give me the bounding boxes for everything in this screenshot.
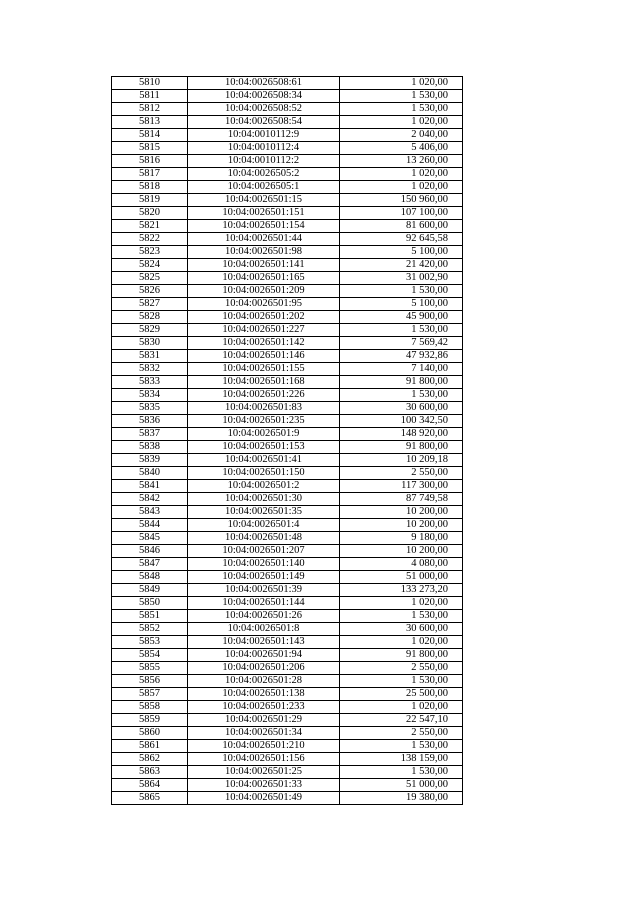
- cadastral-number-cell: 10:04:0026501:138: [188, 688, 340, 701]
- value-cell: 1 020,00: [340, 181, 463, 194]
- cadastral-number-cell: 10:04:0026501:206: [188, 662, 340, 675]
- table-row: [112, 324, 463, 337]
- row-number-cell: 5863: [112, 766, 188, 779]
- cadastral-number-cell: 10:04:0026501:154: [188, 220, 340, 233]
- cadastral-number-cell: 10:04:0026501:29: [188, 714, 340, 727]
- table-row: [112, 194, 463, 207]
- value-cell: 5 406,00: [340, 142, 463, 155]
- cadastral-number-cell: 10:04:0026501:165: [188, 272, 340, 285]
- table-row: [112, 103, 463, 116]
- cadastral-number-cell: 10:04:0026501:155: [188, 363, 340, 376]
- table-row: [112, 90, 463, 103]
- row-number-cell: 5828: [112, 311, 188, 324]
- row-number-cell: 5847: [112, 558, 188, 571]
- value-cell: 2 550,00: [340, 467, 463, 480]
- row-number-cell: 5812: [112, 103, 188, 116]
- table-row: [112, 363, 463, 376]
- table-row: [112, 272, 463, 285]
- row-number-cell: 5862: [112, 753, 188, 766]
- table-body: [112, 77, 463, 805]
- table-row: [112, 233, 463, 246]
- value-cell: 9 180,00: [340, 532, 463, 545]
- value-cell: 7 140,00: [340, 363, 463, 376]
- cadastral-number-cell: 10:04:0026501:146: [188, 350, 340, 363]
- row-number-cell: 5843: [112, 506, 188, 519]
- cadastral-value-table: [111, 76, 463, 805]
- table-row: [112, 519, 463, 532]
- cadastral-number-cell: 10:04:0026501:150: [188, 467, 340, 480]
- row-number-cell: 5826: [112, 285, 188, 298]
- table-row: [112, 415, 463, 428]
- row-number-cell: 5811: [112, 90, 188, 103]
- value-cell: 10 200,00: [340, 519, 463, 532]
- table-row: [112, 155, 463, 168]
- table-row: [112, 311, 463, 324]
- value-cell: 81 600,00: [340, 220, 463, 233]
- cadastral-number-cell: 10:04:0026501:28: [188, 675, 340, 688]
- row-number-cell: 5856: [112, 675, 188, 688]
- cadastral-number-cell: 10:04:0026501:94: [188, 649, 340, 662]
- cadastral-number-cell: 10:04:0026505:2: [188, 168, 340, 181]
- value-cell: 1 020,00: [340, 77, 463, 90]
- table-row: [112, 454, 463, 467]
- table-row: [112, 428, 463, 441]
- table-row: [112, 259, 463, 272]
- table-row: [112, 168, 463, 181]
- row-number-cell: 5836: [112, 415, 188, 428]
- table-row: [112, 545, 463, 558]
- cadastral-number-cell: 10:04:0026501:35: [188, 506, 340, 519]
- row-number-cell: 5857: [112, 688, 188, 701]
- table-row: [112, 493, 463, 506]
- row-number-cell: 5815: [112, 142, 188, 155]
- value-cell: 21 420,00: [340, 259, 463, 272]
- value-cell: 13 260,00: [340, 155, 463, 168]
- row-number-cell: 5849: [112, 584, 188, 597]
- row-number-cell: 5827: [112, 298, 188, 311]
- row-number-cell: 5820: [112, 207, 188, 220]
- value-cell: 47 932,86: [340, 350, 463, 363]
- cadastral-number-cell: 10:04:0026501:141: [188, 259, 340, 272]
- row-number-cell: 5825: [112, 272, 188, 285]
- value-cell: 10 200,00: [340, 545, 463, 558]
- cadastral-number-cell: 10:04:0026501:39: [188, 584, 340, 597]
- value-cell: 31 002,90: [340, 272, 463, 285]
- value-cell: 91 800,00: [340, 376, 463, 389]
- cadastral-number-cell: 10:04:0026501:44: [188, 233, 340, 246]
- cadastral-number-cell: 10:04:0026501:33: [188, 779, 340, 792]
- row-number-cell: 5844: [112, 519, 188, 532]
- cadastral-number-cell: 10:04:0026501:235: [188, 415, 340, 428]
- value-cell: 138 159,00: [340, 753, 463, 766]
- table-row: [112, 610, 463, 623]
- value-cell: 1 530,00: [340, 324, 463, 337]
- value-cell: 1 530,00: [340, 90, 463, 103]
- table-row: [112, 142, 463, 155]
- value-cell: 7 569,42: [340, 337, 463, 350]
- table-row: [112, 649, 463, 662]
- table-row: [112, 753, 463, 766]
- row-number-cell: 5821: [112, 220, 188, 233]
- row-number-cell: 5842: [112, 493, 188, 506]
- cadastral-number-cell: 10:04:0026501:151: [188, 207, 340, 220]
- table-row: [112, 714, 463, 727]
- row-number-cell: 5814: [112, 129, 188, 142]
- row-number-cell: 5852: [112, 623, 188, 636]
- row-number-cell: 5839: [112, 454, 188, 467]
- row-number-cell: 5816: [112, 155, 188, 168]
- cadastral-number-cell: 10:04:0026501:209: [188, 285, 340, 298]
- table-row: [112, 337, 463, 350]
- row-number-cell: 5819: [112, 194, 188, 207]
- table-row: [112, 766, 463, 779]
- row-number-cell: 5845: [112, 532, 188, 545]
- cadastral-number-cell: 10:04:0026501:48: [188, 532, 340, 545]
- table-row: [112, 597, 463, 610]
- cadastral-number-cell: 10:04:0026501:95: [188, 298, 340, 311]
- row-number-cell: 5818: [112, 181, 188, 194]
- cadastral-number-cell: 10:04:0026501:207: [188, 545, 340, 558]
- cadastral-number-cell: 10:04:0026501:2: [188, 480, 340, 493]
- value-cell: 10 200,00: [340, 506, 463, 519]
- cadastral-number-cell: 10:04:0026501:168: [188, 376, 340, 389]
- value-cell: 1 020,00: [340, 701, 463, 714]
- cadastral-number-cell: 10:04:0026501:153: [188, 441, 340, 454]
- value-cell: 45 900,00: [340, 311, 463, 324]
- value-cell: 30 600,00: [340, 623, 463, 636]
- row-number-cell: 5848: [112, 571, 188, 584]
- cadastral-number-cell: 10:04:0026501:142: [188, 337, 340, 350]
- row-number-cell: 5831: [112, 350, 188, 363]
- row-number-cell: 5853: [112, 636, 188, 649]
- table-row: [112, 740, 463, 753]
- cadastral-number-cell: 10:04:0026505:1: [188, 181, 340, 194]
- cadastral-number-cell: 10:04:0026501:15: [188, 194, 340, 207]
- row-number-cell: 5860: [112, 727, 188, 740]
- table-row: [112, 77, 463, 90]
- cadastral-number-cell: 10:04:0026508:54: [188, 116, 340, 129]
- value-cell: 1 020,00: [340, 636, 463, 649]
- table-row: [112, 285, 463, 298]
- cadastral-number-cell: 10:04:0026501:83: [188, 402, 340, 415]
- cadastral-number-cell: 10:04:0010112:4: [188, 142, 340, 155]
- table-row: [112, 701, 463, 714]
- value-cell: 51 000,00: [340, 779, 463, 792]
- value-cell: 1 530,00: [340, 610, 463, 623]
- table-row: [112, 688, 463, 701]
- table-row: [112, 402, 463, 415]
- table-row: [112, 675, 463, 688]
- row-number-cell: 5854: [112, 649, 188, 662]
- table-row: [112, 220, 463, 233]
- value-cell: 150 960,00: [340, 194, 463, 207]
- row-number-cell: 5823: [112, 246, 188, 259]
- cadastral-number-cell: 10:04:0026501:26: [188, 610, 340, 623]
- row-number-cell: 5840: [112, 467, 188, 480]
- table-row: [112, 467, 463, 480]
- row-number-cell: 5834: [112, 389, 188, 402]
- cadastral-number-cell: 10:04:0026508:34: [188, 90, 340, 103]
- cadastral-number-cell: 10:04:0026501:210: [188, 740, 340, 753]
- row-number-cell: 5838: [112, 441, 188, 454]
- table-row: [112, 558, 463, 571]
- cadastral-number-cell: 10:04:0026501:149: [188, 571, 340, 584]
- cadastral-number-cell: 10:04:0026501:144: [188, 597, 340, 610]
- value-cell: 1 020,00: [340, 168, 463, 181]
- cadastral-number-cell: 10:04:0026501:49: [188, 792, 340, 805]
- row-number-cell: 5858: [112, 701, 188, 714]
- cadastral-number-cell: 10:04:0026501:41: [188, 454, 340, 467]
- row-number-cell: 5864: [112, 779, 188, 792]
- table-row: [112, 623, 463, 636]
- cadastral-number-cell: 10:04:0026501:227: [188, 324, 340, 337]
- table-row: [112, 792, 463, 805]
- value-cell: 148 920,00: [340, 428, 463, 441]
- cadastral-number-cell: 10:04:0026508:52: [188, 103, 340, 116]
- value-cell: 2 550,00: [340, 727, 463, 740]
- value-cell: 1 530,00: [340, 389, 463, 402]
- cadastral-number-cell: 10:04:0026501:143: [188, 636, 340, 649]
- value-cell: 25 500,00: [340, 688, 463, 701]
- row-number-cell: 5810: [112, 77, 188, 90]
- table-row: [112, 662, 463, 675]
- value-cell: 2 550,00: [340, 662, 463, 675]
- row-number-cell: 5861: [112, 740, 188, 753]
- value-cell: 5 100,00: [340, 246, 463, 259]
- row-number-cell: 5822: [112, 233, 188, 246]
- cadastral-number-cell: 10:04:0026501:8: [188, 623, 340, 636]
- table-row: [112, 532, 463, 545]
- cadastral-number-cell: 10:04:0026501:25: [188, 766, 340, 779]
- cadastral-number-cell: 10:04:0026501:4: [188, 519, 340, 532]
- table-row: [112, 584, 463, 597]
- table-row: [112, 116, 463, 129]
- cadastral-number-cell: 10:04:0010112:9: [188, 129, 340, 142]
- value-cell: 100 342,50: [340, 415, 463, 428]
- table-row: [112, 571, 463, 584]
- row-number-cell: 5830: [112, 337, 188, 350]
- table-row: [112, 350, 463, 363]
- value-cell: 10 209,18: [340, 454, 463, 467]
- cadastral-number-cell: 10:04:0026501:140: [188, 558, 340, 571]
- value-cell: 91 800,00: [340, 649, 463, 662]
- table-row: [112, 506, 463, 519]
- value-cell: 107 100,00: [340, 207, 463, 220]
- row-number-cell: 5865: [112, 792, 188, 805]
- value-cell: 1 530,00: [340, 285, 463, 298]
- row-number-cell: 5855: [112, 662, 188, 675]
- value-cell: 92 645,58: [340, 233, 463, 246]
- row-number-cell: 5841: [112, 480, 188, 493]
- table-row: [112, 727, 463, 740]
- value-cell: 87 749,58: [340, 493, 463, 506]
- row-number-cell: 5833: [112, 376, 188, 389]
- value-cell: 1 020,00: [340, 116, 463, 129]
- value-cell: 117 300,00: [340, 480, 463, 493]
- table-row: [112, 441, 463, 454]
- value-cell: 22 547,10: [340, 714, 463, 727]
- value-cell: 1 020,00: [340, 597, 463, 610]
- cadastral-number-cell: 10:04:0026501:34: [188, 727, 340, 740]
- table-row: [112, 246, 463, 259]
- value-cell: 1 530,00: [340, 740, 463, 753]
- table-row: [112, 207, 463, 220]
- value-cell: 2 040,00: [340, 129, 463, 142]
- row-number-cell: 5859: [112, 714, 188, 727]
- value-cell: 91 800,00: [340, 441, 463, 454]
- value-cell: 1 530,00: [340, 766, 463, 779]
- table-row: [112, 129, 463, 142]
- value-cell: 4 080,00: [340, 558, 463, 571]
- row-number-cell: 5813: [112, 116, 188, 129]
- row-number-cell: 5846: [112, 545, 188, 558]
- table-row: [112, 779, 463, 792]
- value-cell: 133 273,20: [340, 584, 463, 597]
- value-cell: 5 100,00: [340, 298, 463, 311]
- row-number-cell: 5851: [112, 610, 188, 623]
- value-cell: 30 600,00: [340, 402, 463, 415]
- cadastral-number-cell: 10:04:0026501:98: [188, 246, 340, 259]
- row-number-cell: 5832: [112, 363, 188, 376]
- row-number-cell: 5837: [112, 428, 188, 441]
- row-number-cell: 5835: [112, 402, 188, 415]
- row-number-cell: 5817: [112, 168, 188, 181]
- row-number-cell: 5824: [112, 259, 188, 272]
- table-row: [112, 181, 463, 194]
- cadastral-number-cell: 10:04:0010112:2: [188, 155, 340, 168]
- cadastral-number-cell: 10:04:0026501:9: [188, 428, 340, 441]
- table-row: [112, 376, 463, 389]
- value-cell: 1 530,00: [340, 675, 463, 688]
- table-row: [112, 389, 463, 402]
- table-row: [112, 298, 463, 311]
- value-cell: 19 380,00: [340, 792, 463, 805]
- value-cell: 1 530,00: [340, 103, 463, 116]
- cadastral-number-cell: 10:04:0026501:233: [188, 701, 340, 714]
- cadastral-number-cell: 10:04:0026501:202: [188, 311, 340, 324]
- table-row: [112, 480, 463, 493]
- value-cell: 51 000,00: [340, 571, 463, 584]
- cadastral-number-cell: 10:04:0026501:226: [188, 389, 340, 402]
- cadastral-number-cell: 10:04:0026501:30: [188, 493, 340, 506]
- cadastral-number-cell: 10:04:0026508:61: [188, 77, 340, 90]
- cadastral-number-cell: 10:04:0026501:156: [188, 753, 340, 766]
- table-row: [112, 636, 463, 649]
- row-number-cell: 5850: [112, 597, 188, 610]
- row-number-cell: 5829: [112, 324, 188, 337]
